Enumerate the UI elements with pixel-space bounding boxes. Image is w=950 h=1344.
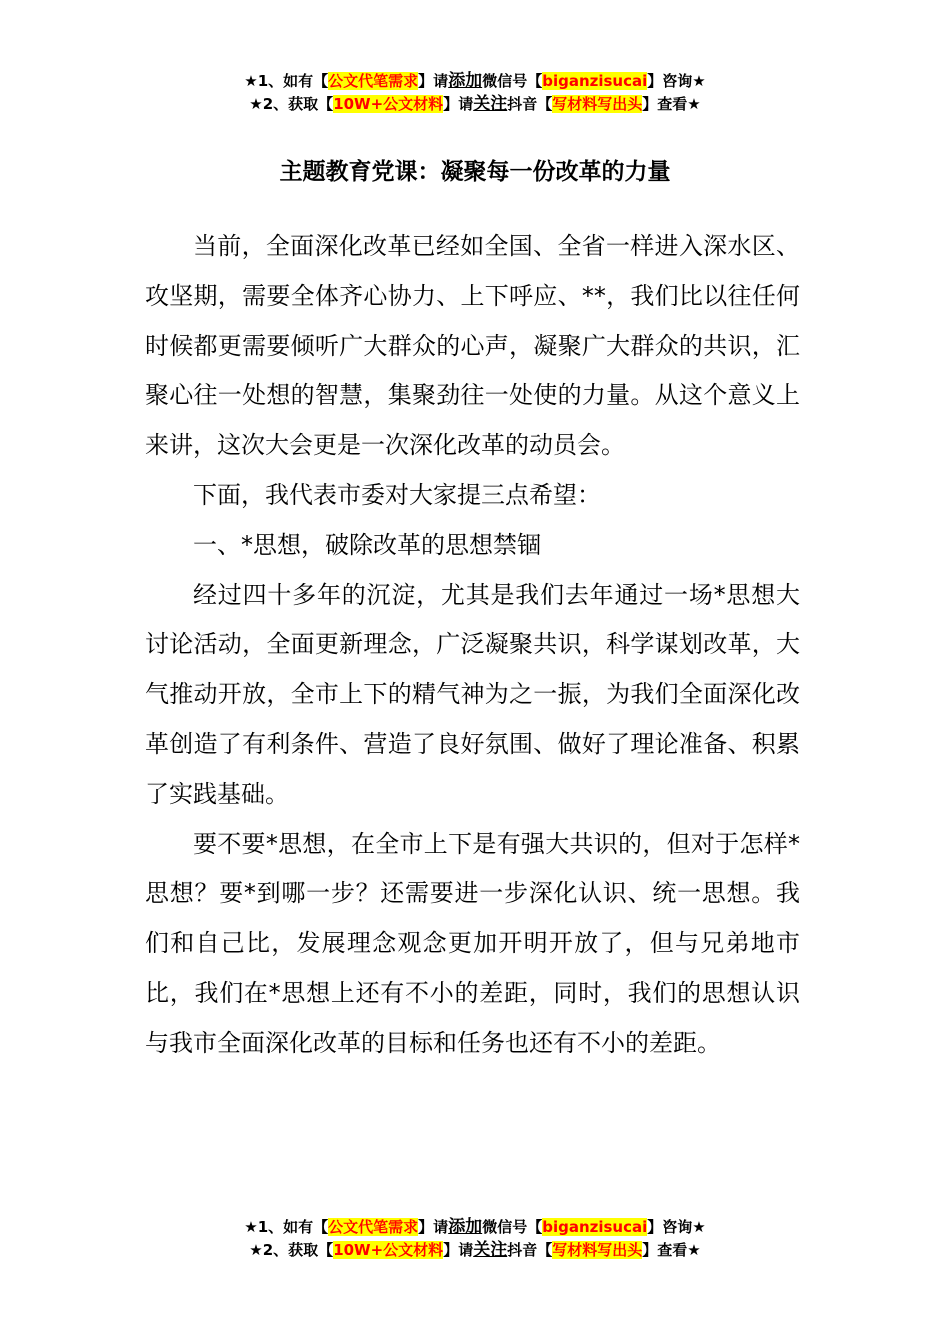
promo-text: 】请 <box>443 1241 474 1259</box>
paragraph: 要不要*思想，在全市上下是有强大共识的，但对于怎样*思想？要*到哪一步？还需要进一步深化认识、统一思想。我们和自己比，发展理念观念更加开明开放了，但与兄弟地市比，我们在*思想上还有不小的差距，同时，我们的思想认识与我市全面深化改革的目标和任务也还有不小的差距。 <box>145 829 800 1057</box>
promo-highlight: 10W+公文材料 <box>333 1241 444 1259</box>
promo-underlined: 关注 <box>473 1240 508 1260</box>
promo-text: 】请 <box>443 95 474 113</box>
promo-text: ★2、获取【 <box>249 1241 334 1259</box>
promo-text: 微信号【 <box>482 1218 543 1236</box>
paragraph: 下面，我代表市委对大家提三点希望： <box>193 480 601 509</box>
promo-text: ★2、获取【 <box>249 95 334 113</box>
document-title: 主题教育党课：凝聚每一份改革的力量 <box>279 159 671 185</box>
promo-line-1 <box>0 1216 950 1239</box>
promo-text: 】查看★ <box>642 1241 701 1259</box>
promo-highlight: 10W+公文材料 <box>333 95 444 113</box>
promo-text: ★1、如有【 <box>244 72 329 90</box>
promo-wechat-id: biganzisucai <box>542 1218 648 1236</box>
paragraph: 经过四十多年的沉淀，尤其是我们去年通过一场*思想大讨论活动，全面更新理念，广泛凝聚共识，科学谋划改革，大气推动开放，全市上下的精气神为之一振，为我们全面深化改革创造了有利条件、营造了良好氛围、做好了理论准备、积累了实践基础。 <box>145 580 800 808</box>
promo-line-1 <box>0 70 950 93</box>
promo-underlined: 关注 <box>473 94 508 114</box>
promo-underlined: 添加 <box>448 71 483 91</box>
promo-line-2 <box>0 1239 950 1262</box>
paragraph: 当前，全面深化改革已经如全国、全省一样进入深水区、攻坚期，需要全体齐心协力、上下呼应、**，我们比以往任何时候都更需要倾听广大群众的心声，凝聚广大群众的共识，汇聚心往一处想的智慧，集聚劲往一处使的力量。从这个意义上来讲，这次大会更是一次深化改革的动员会。 <box>145 232 800 460</box>
promo-highlight: 公文代笔需求 <box>328 72 419 90</box>
promo-text: 】请 <box>418 72 449 90</box>
promo-douyin-id: 写材料写出头 <box>552 95 643 113</box>
section-heading: 一、*思想，破除改革的思想禁锢 <box>193 530 541 559</box>
header-promo <box>0 70 950 116</box>
promo-text: 】咨询★ <box>647 72 706 90</box>
promo-highlight: 公文代笔需求 <box>328 1218 419 1236</box>
promo-douyin-id: 写材料写出头 <box>552 1241 643 1259</box>
promo-line-2 <box>0 93 950 116</box>
promo-text: 抖音【 <box>507 1241 553 1259</box>
promo-text: 】咨询★ <box>647 1218 706 1236</box>
promo-text: ★1、如有【 <box>244 1218 329 1236</box>
promo-wechat-id: biganzisucai <box>542 72 648 90</box>
document-body <box>145 222 800 1069</box>
promo-text: 】请 <box>418 1218 449 1236</box>
promo-text: 微信号【 <box>482 72 543 90</box>
footer-promo <box>0 1216 950 1262</box>
promo-text: 抖音【 <box>507 95 553 113</box>
promo-underlined: 添加 <box>448 1217 483 1237</box>
promo-text: 】查看★ <box>642 95 701 113</box>
